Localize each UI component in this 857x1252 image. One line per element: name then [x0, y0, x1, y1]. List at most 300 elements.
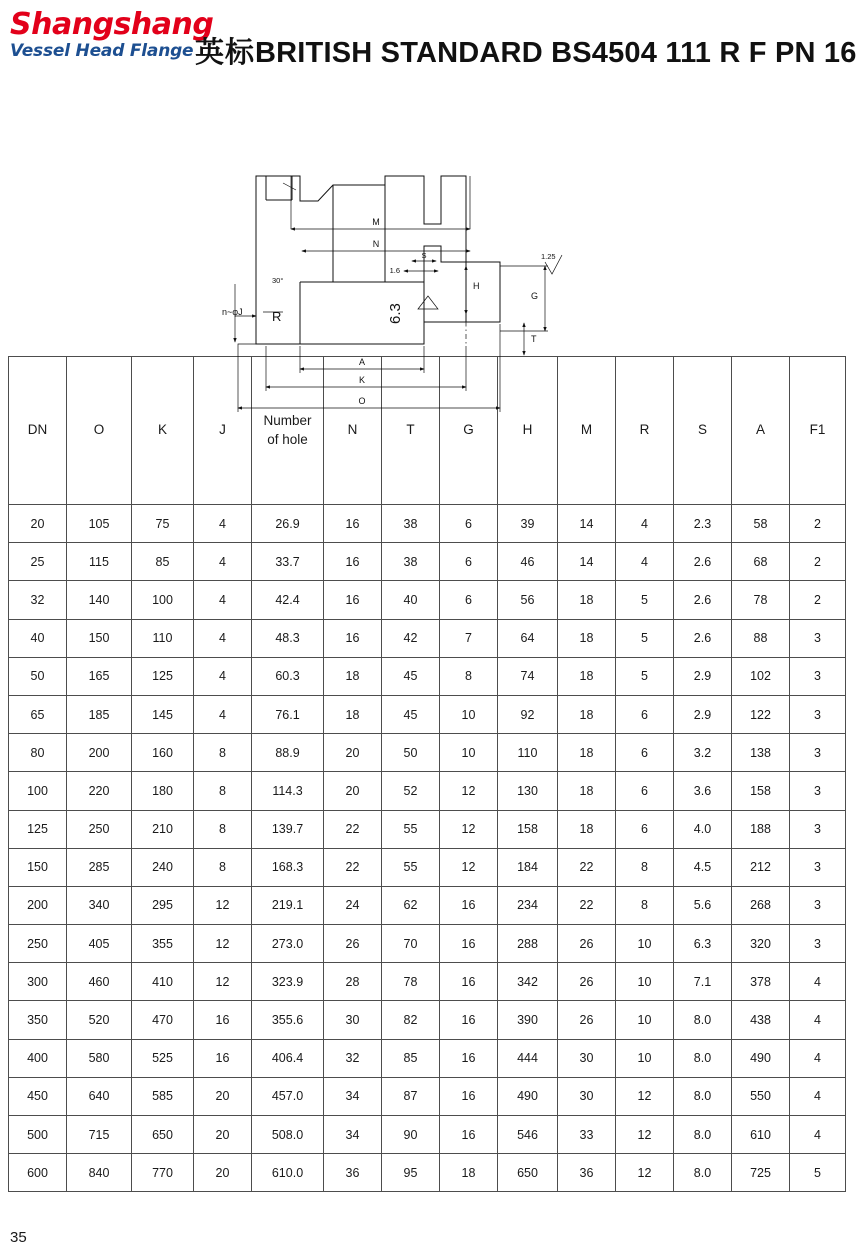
table-cell: 18: [558, 695, 616, 733]
table-cell: 90: [382, 1116, 440, 1154]
table-cell: 16: [440, 886, 498, 924]
table-cell: 390: [498, 1001, 558, 1039]
table-cell: 75: [132, 505, 194, 543]
table-cell: 405: [67, 925, 132, 963]
table-cell: 3: [790, 925, 846, 963]
svg-text:1.25: 1.25: [541, 252, 556, 261]
table-cell: 87: [382, 1077, 440, 1115]
table-cell: 102: [732, 657, 790, 695]
table-cell: 3: [790, 657, 846, 695]
table-cell: 3: [790, 886, 846, 924]
table-cell: 5: [616, 619, 674, 657]
table-cell: 4: [790, 963, 846, 1001]
table-cell: 2.9: [674, 657, 732, 695]
table-cell: 200: [9, 886, 67, 924]
table-cell: 355: [132, 925, 194, 963]
table-cell: 58: [732, 505, 790, 543]
table-cell: 20: [324, 734, 382, 772]
table-row: [9, 543, 846, 581]
table-cell: 470: [132, 1001, 194, 1039]
table-cell: 42: [382, 619, 440, 657]
table-cell: 650: [498, 1154, 558, 1192]
table-cell: 18: [558, 657, 616, 695]
table-cell: 139.7: [252, 810, 324, 848]
table-cell: 16: [324, 505, 382, 543]
table-cell: 52: [382, 772, 440, 810]
table-cell: 355.6: [252, 1001, 324, 1039]
table-cell: 22: [558, 848, 616, 886]
table-cell: 88.9: [252, 734, 324, 772]
table-cell: 3: [790, 772, 846, 810]
table-cell: 28: [324, 963, 382, 1001]
table-cell: 100: [9, 772, 67, 810]
table-cell: 410: [132, 963, 194, 1001]
table-cell: 138: [732, 734, 790, 772]
table-cell: 16: [440, 1116, 498, 1154]
table-cell: 6: [616, 695, 674, 733]
table-cell: 65: [9, 695, 67, 733]
table-cell: 10: [616, 963, 674, 1001]
table-cell: 4: [616, 543, 674, 581]
table-cell: 122: [732, 695, 790, 733]
table-cell: 438: [732, 1001, 790, 1039]
table-cell: 34: [324, 1077, 382, 1115]
table-row: [9, 886, 846, 924]
column-header-t: T: [382, 357, 440, 505]
flange-outline: [256, 176, 500, 346]
table-cell: 100: [132, 581, 194, 619]
table-cell: 16: [440, 925, 498, 963]
table-cell: 38: [382, 505, 440, 543]
table-cell: 16: [194, 1001, 252, 1039]
dimension-s: [390, 251, 438, 275]
table-cell: 8.0: [674, 1154, 732, 1192]
table-cell: 16: [440, 1039, 498, 1077]
table-cell: 165: [67, 657, 132, 695]
table-row: [9, 925, 846, 963]
table-cell: 26.9: [252, 505, 324, 543]
table-cell: 12: [194, 886, 252, 924]
table-cell: 110: [498, 734, 558, 772]
table-cell: 34: [324, 1116, 382, 1154]
svg-text:A: A: [358, 357, 366, 367]
table-cell: 10: [616, 1001, 674, 1039]
column-header-f1: F1: [790, 357, 846, 505]
table-cell: 640: [67, 1077, 132, 1115]
table-cell: 33: [558, 1116, 616, 1154]
table-cell: 8: [616, 886, 674, 924]
table-cell: 840: [67, 1154, 132, 1192]
table-cell: 2.6: [674, 619, 732, 657]
column-header-o: O: [67, 357, 132, 505]
table-cell: 20: [324, 772, 382, 810]
table-cell: 140: [67, 581, 132, 619]
table-row: [9, 1154, 846, 1192]
table-cell: 400: [9, 1039, 67, 1077]
table-cell: 150: [9, 848, 67, 886]
table-cell: 125: [132, 657, 194, 695]
table-cell: 12: [616, 1116, 674, 1154]
table-cell: 45: [382, 695, 440, 733]
dimension-n: [302, 239, 470, 251]
table-cell: 7: [440, 619, 498, 657]
brand-logo: [10, 7, 214, 61]
table-cell: 16: [440, 1077, 498, 1115]
logo-main-text: Shangshang: [10, 7, 214, 42]
table-cell: 188: [732, 810, 790, 848]
angle-label: 30°: [272, 276, 284, 285]
table-cell: 12: [194, 925, 252, 963]
table-cell: 8: [194, 772, 252, 810]
table-cell: 16: [440, 963, 498, 1001]
table-cell: 4: [790, 1001, 846, 1039]
table-cell: 4.5: [674, 848, 732, 886]
table-cell: 64: [498, 619, 558, 657]
table-cell: 4: [194, 581, 252, 619]
table-cell: 12: [616, 1077, 674, 1115]
table-cell: 145: [132, 695, 194, 733]
table-cell: 3: [790, 619, 846, 657]
table-row: [9, 1116, 846, 1154]
table-cell: 6: [616, 734, 674, 772]
table-cell: 323.9: [252, 963, 324, 1001]
flange-dimension-table: [8, 356, 846, 1192]
table-cell: 210: [132, 810, 194, 848]
svg-text:M: M: [372, 217, 380, 227]
table-cell: 184: [498, 848, 558, 886]
table-cell: 378: [732, 963, 790, 1001]
logo-sub-text: Vessel Head Flange: [10, 41, 194, 61]
table-cell: 6.3: [674, 925, 732, 963]
table-cell: 80: [9, 734, 67, 772]
table-cell: 4: [194, 505, 252, 543]
table-cell: 74: [498, 657, 558, 695]
column-header-h: H: [498, 357, 558, 505]
table-cell: 33.7: [252, 543, 324, 581]
table-row: [9, 581, 846, 619]
table-cell: 55: [382, 848, 440, 886]
table-cell: 158: [732, 772, 790, 810]
table-cell: 490: [732, 1039, 790, 1077]
table-cell: 20: [194, 1154, 252, 1192]
svg-text:N: N: [372, 239, 380, 249]
table-cell: 585: [132, 1077, 194, 1115]
table-cell: 12: [616, 1154, 674, 1192]
page-title-english: BRITISH STANDARD BS4504 111 R F PN 16: [255, 37, 857, 69]
table-cell: 8: [194, 810, 252, 848]
table-cell: 114.3: [252, 772, 324, 810]
table-cell: 26: [558, 963, 616, 1001]
dimension-m: [291, 176, 470, 229]
table-cell: 24: [324, 886, 382, 924]
table-cell: 30: [558, 1039, 616, 1077]
table-cell: 3: [790, 734, 846, 772]
table-row: [9, 1039, 846, 1077]
table-cell: 500: [9, 1116, 67, 1154]
table-cell: 158: [498, 810, 558, 848]
table-cell: 125: [9, 810, 67, 848]
table-cell: 110: [132, 619, 194, 657]
table-cell: 18: [440, 1154, 498, 1192]
table-cell: 14: [558, 543, 616, 581]
table-cell: 22: [558, 886, 616, 924]
table-cell: 10: [440, 695, 498, 733]
table-cell: 770: [132, 1154, 194, 1192]
table-cell: 295: [132, 886, 194, 924]
table-cell: 40: [9, 619, 67, 657]
table-cell: 273.0: [252, 925, 324, 963]
column-header-dn: DN: [9, 357, 67, 505]
table-cell: 105: [67, 505, 132, 543]
table-body: [9, 505, 846, 1192]
table-cell: 600: [9, 1154, 67, 1192]
table-cell: 16: [324, 581, 382, 619]
table-row: [9, 505, 846, 543]
table-cell: 7.1: [674, 963, 732, 1001]
table-cell: 580: [67, 1039, 132, 1077]
table-cell: 18: [558, 619, 616, 657]
table-cell: 78: [732, 581, 790, 619]
table-cell: 342: [498, 963, 558, 1001]
dimension-t: [524, 323, 537, 355]
table-cell: 610.0: [252, 1154, 324, 1192]
table-cell: 50: [9, 657, 67, 695]
table-cell: 8: [440, 657, 498, 695]
table-cell: 26: [558, 1001, 616, 1039]
table-cell: 10: [440, 734, 498, 772]
table-header: [9, 357, 846, 505]
table-row: [9, 657, 846, 695]
table-cell: 3: [790, 848, 846, 886]
table-cell: 4: [194, 695, 252, 733]
table-cell: 4: [790, 1077, 846, 1115]
svg-text:G: G: [530, 291, 538, 301]
table-cell: 2: [790, 543, 846, 581]
table-cell: 82: [382, 1001, 440, 1039]
table-cell: 4: [194, 543, 252, 581]
page-title: [195, 8, 857, 71]
table-cell: 70: [382, 925, 440, 963]
table-cell: 546: [498, 1116, 558, 1154]
table-cell: 340: [67, 886, 132, 924]
table-cell: 55: [382, 810, 440, 848]
table-cell: 450: [9, 1077, 67, 1115]
column-header-k: K: [132, 357, 194, 505]
roughness-label: [387, 296, 438, 324]
table-cell: 300: [9, 963, 67, 1001]
svg-text:K: K: [358, 375, 366, 385]
table-cell: 10: [616, 925, 674, 963]
table-cell: 36: [558, 1154, 616, 1192]
table-row: [9, 810, 846, 848]
table-cell: 26: [558, 925, 616, 963]
table-cell: 234: [498, 886, 558, 924]
table-cell: 525: [132, 1039, 194, 1077]
table-cell: 5: [616, 657, 674, 695]
table-cell: 6: [616, 772, 674, 810]
table-cell: 725: [732, 1154, 790, 1192]
table-cell: 2.3: [674, 505, 732, 543]
table-cell: 250: [9, 925, 67, 963]
page-header: [0, 0, 857, 84]
table-cell: 39: [498, 505, 558, 543]
table-cell: 2: [790, 581, 846, 619]
table-cell: 200: [67, 734, 132, 772]
table-header-row: [9, 357, 846, 505]
table-cell: 78: [382, 963, 440, 1001]
svg-text:H: H: [473, 281, 480, 291]
table-cell: 30: [558, 1077, 616, 1115]
svg-text:6.3: 6.3: [387, 303, 404, 324]
table-cell: 4: [790, 1116, 846, 1154]
table-cell: 76.1: [252, 695, 324, 733]
flange-technical-drawing: [0, 84, 853, 406]
table-cell: 2.6: [674, 581, 732, 619]
table-cell: 6: [440, 581, 498, 619]
table-cell: 8.0: [674, 1001, 732, 1039]
table-cell: 8: [194, 734, 252, 772]
page-number: 35: [10, 1229, 27, 1246]
flange-cross-section-svg: [0, 84, 853, 406]
column-header-g: G: [440, 357, 498, 505]
column-header-n: N: [324, 357, 382, 505]
spec-table-wrapper: [0, 356, 853, 1192]
table-cell: 508.0: [252, 1116, 324, 1154]
table-cell: 168.3: [252, 848, 324, 886]
table-cell: 6: [440, 505, 498, 543]
table-cell: 18: [558, 581, 616, 619]
table-cell: 3: [790, 695, 846, 733]
table-cell: 8: [194, 848, 252, 886]
table-cell: 20: [194, 1116, 252, 1154]
table-cell: 16: [440, 1001, 498, 1039]
table-cell: 16: [324, 619, 382, 657]
table-row: [9, 1077, 846, 1115]
table-cell: 8.0: [674, 1039, 732, 1077]
table-cell: 610: [732, 1116, 790, 1154]
table-cell: 220: [67, 772, 132, 810]
table-cell: 12: [440, 772, 498, 810]
table-cell: 288: [498, 925, 558, 963]
table-cell: 40: [382, 581, 440, 619]
table-cell: 16: [324, 543, 382, 581]
table-cell: 12: [440, 848, 498, 886]
svg-text:T: T: [531, 334, 537, 344]
table-cell: 46: [498, 543, 558, 581]
table-row: [9, 963, 846, 1001]
table-cell: 68: [732, 543, 790, 581]
table-cell: 406.4: [252, 1039, 324, 1077]
table-cell: 715: [67, 1116, 132, 1154]
table-cell: 50: [382, 734, 440, 772]
table-cell: 25: [9, 543, 67, 581]
table-cell: 12: [440, 810, 498, 848]
table-cell: 219.1: [252, 886, 324, 924]
table-cell: 6: [440, 543, 498, 581]
table-cell: 4: [790, 1039, 846, 1077]
table-cell: 185: [67, 695, 132, 733]
table-cell: 8: [616, 848, 674, 886]
table-cell: 650: [132, 1116, 194, 1154]
table-cell: 2.9: [674, 695, 732, 733]
table-cell: 240: [132, 848, 194, 886]
table-cell: 62: [382, 886, 440, 924]
table-cell: 30: [324, 1001, 382, 1039]
table-cell: 20: [194, 1077, 252, 1115]
table-cell: 250: [67, 810, 132, 848]
table-cell: 18: [558, 772, 616, 810]
table-cell: 45: [382, 657, 440, 695]
table-cell: 5.6: [674, 886, 732, 924]
page-title-chinese: 英标: [195, 35, 256, 69]
table-cell: 212: [732, 848, 790, 886]
table-cell: 8.0: [674, 1116, 732, 1154]
table-cell: 16: [194, 1039, 252, 1077]
table-cell: 18: [324, 695, 382, 733]
dimension-g: [500, 266, 548, 331]
table-cell: 18: [558, 734, 616, 772]
table-cell: 3.6: [674, 772, 732, 810]
column-header-r: R: [616, 357, 674, 505]
table-cell: 48.3: [252, 619, 324, 657]
svg-text:O: O: [358, 396, 366, 406]
table-cell: 26: [324, 925, 382, 963]
column-header-m: M: [558, 357, 616, 505]
column-header-number-of-hole: Number of hole: [252, 357, 324, 505]
table-cell: 130: [498, 772, 558, 810]
table-row: [9, 848, 846, 886]
table-cell: 56: [498, 581, 558, 619]
table-cell: 4: [194, 657, 252, 695]
table-cell: 160: [132, 734, 194, 772]
table-cell: 180: [132, 772, 194, 810]
table-cell: 20: [9, 505, 67, 543]
table-cell: 60.3: [252, 657, 324, 695]
table-cell: 5: [790, 1154, 846, 1192]
table-cell: 460: [67, 963, 132, 1001]
table-cell: 520: [67, 1001, 132, 1039]
svg-text:1.6: 1.6: [389, 266, 400, 275]
table-cell: 444: [498, 1039, 558, 1077]
table-cell: 8.0: [674, 1077, 732, 1115]
table-cell: 350: [9, 1001, 67, 1039]
table-cell: 42.4: [252, 581, 324, 619]
table-cell: 32: [324, 1039, 382, 1077]
table-row: [9, 772, 846, 810]
table-cell: 18: [324, 657, 382, 695]
table-cell: 6: [616, 810, 674, 848]
table-cell: 320: [732, 925, 790, 963]
table-cell: 5: [616, 581, 674, 619]
table-cell: 285: [67, 848, 132, 886]
table-cell: 85: [132, 543, 194, 581]
table-cell: 4: [616, 505, 674, 543]
table-cell: 150: [67, 619, 132, 657]
table-cell: 92: [498, 695, 558, 733]
table-cell: 4: [194, 619, 252, 657]
table-cell: 10: [616, 1039, 674, 1077]
column-header-a: A: [732, 357, 790, 505]
table-cell: 457.0: [252, 1077, 324, 1115]
table-cell: 3.2: [674, 734, 732, 772]
table-cell: 2.6: [674, 543, 732, 581]
table-cell: 490: [498, 1077, 558, 1115]
table-cell: 2: [790, 505, 846, 543]
table-cell: 22: [324, 848, 382, 886]
table-cell: 18: [558, 810, 616, 848]
svg-text:S: S: [421, 251, 427, 260]
table-cell: 14: [558, 505, 616, 543]
